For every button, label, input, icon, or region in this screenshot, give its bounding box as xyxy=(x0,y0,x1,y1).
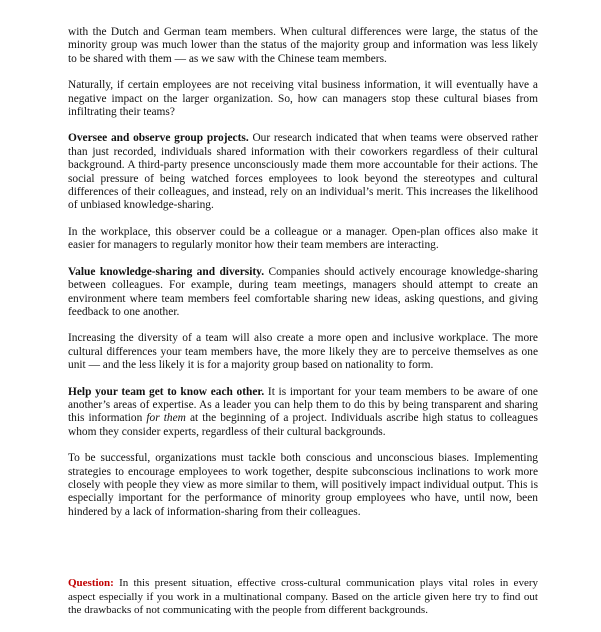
paragraph-oversee xyxy=(68,132,538,212)
body-help-b: at the beginning of a project. Individuals ascribe high status to colleagues whom they consider experts, regardless of their cultural backgrounds. xyxy=(68,412,538,438)
body-help-a: It is important for your team members to be aware of one another’s areas of expertise. As a leader you can help them to do this by being transparent and sharing this information xyxy=(68,385,538,425)
paragraph-workplace: In the workplace, this observer could be a colleague or a manager. Open-plan offices also make it easier for managers to regularly monitor how their team members are interacting. xyxy=(68,225,538,252)
article-body xyxy=(68,26,538,532)
heading-value: Value knowledge-sharing and diversity. xyxy=(68,265,265,278)
body-oversee: Our research indicated that when teams were observed rather than just recorded, individuals shared information with their coworkers regardless of their cultural background. A third-party presence unconsciously made them more accountable for their actions. The social pressure of being watched forces employees to look beyond the stereotypes and cultural differences of their colleagues, and instead, rely on an individual’s merit. This increases the likelihood of unbiased knowledge-sharing. xyxy=(68,132,538,212)
question-block xyxy=(68,577,538,618)
paragraph-1: with the Dutch and German team members. When cultural differences were large, the status of the minority group was much lower than the status of the majority group and information was less likely to be shared with them — as we saw with the Chinese team members. xyxy=(68,26,538,65)
question-label: Question: xyxy=(68,577,114,589)
question-text: In this present situation, effective cross-cultural communication plays vital roles in every aspect especially if you work in a multinational company. Based on the article given here try to find out the drawbacks of not communicating with the people from different backgrounds. xyxy=(68,577,538,617)
paragraph-help xyxy=(68,386,538,440)
body-help-italic: for them xyxy=(146,412,186,425)
paragraph-diversity: Increasing the diversity of a team will also create a more open and inclusive workplace. The more cultural differences your team members have, the more likely they are to perceive themselves as one unit — and the less likely it is for a majority group based on nationality to form. xyxy=(68,332,538,372)
paragraph-conclusion: To be successful, organizations must tackle both conscious and unconscious biases. Implementing strategies to encourage employees to work together, despite subconscious inclinations to work more closely with people they view as more similar to them, will positively impact individual output. This is especially important for the performance of minority group employees who have, until now, been hindered by a lack of information-sharing from their colleagues. xyxy=(68,452,538,518)
body-value: Companies should actively encourage knowledge-sharing between colleagues. For example, during team meetings, managers should attempt to create an environment where team members feel comfortable sharing new ideas, asking questions, and giving feedback to one another. xyxy=(68,265,538,318)
heading-help: Help your team get to know each other. xyxy=(68,385,265,398)
paragraph-value xyxy=(68,266,538,320)
paragraph-2: Naturally, if certain employees are not receiving vital business information, it will eventually have a negative impact on the larger organization. So, how can managers stop these cultural biases from infiltrating their teams? xyxy=(68,79,538,119)
heading-oversee: Oversee and observe group projects. xyxy=(68,132,249,145)
